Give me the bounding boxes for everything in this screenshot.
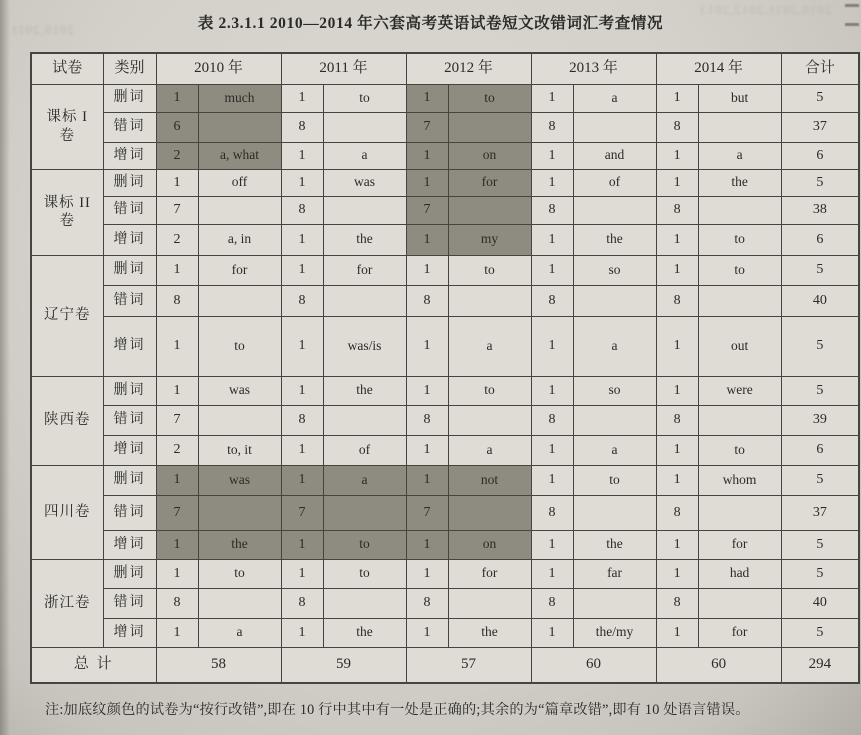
count-cell: 8 [531,495,573,530]
count-cell: 1 [281,559,323,588]
count-cell: 1 [531,142,573,169]
table-footnote: 注:加底纹颜色的试卷为“按行改错”,即在 10 行中其中有一处是正确的;其余的为“篇章改错”,即有 10 处语言错误。 [45,702,750,718]
word-cell: a [448,316,531,376]
word-cell [698,285,781,316]
word-cell [323,405,406,435]
row-total-cell: 5 [781,316,859,376]
row-total-cell: 38 [781,196,859,224]
count-cell: 1 [156,465,198,495]
count-cell: 8 [406,405,448,435]
table-caption: 表 2.3.1.1 2010—2014 年六套高考英语试卷短文改错词汇考查情况 [197,15,664,32]
word-cell [448,285,531,316]
count-cell: 1 [406,142,448,169]
count-cell: 1 [281,224,323,255]
table-row [31,112,859,142]
category-cell: 增词 [103,316,156,376]
word-cell [198,588,281,618]
count-cell: 1 [656,376,698,405]
category-cell: 删词 [103,169,156,196]
word-cell: a [323,465,406,495]
word-cell: out [698,316,781,376]
word-cell: of [323,435,406,465]
count-cell: 8 [656,112,698,142]
count-cell: 7 [156,196,198,224]
word-cell [323,495,406,530]
table-row [31,495,859,530]
col-header-2013: 2013 年 [531,53,656,84]
word-cell: to [448,84,531,112]
category-cell: 删词 [103,376,156,405]
word-cell [698,112,781,142]
word-cell: a [573,316,656,376]
count-cell: 8 [531,588,573,618]
count-cell: 1 [406,618,448,647]
page-bleed-through-text: 2010,2011. [6,22,75,37]
category-cell: 删词 [103,84,156,112]
count-cell: 8 [531,285,573,316]
count-cell: 7 [406,495,448,530]
word-cell: so [573,376,656,405]
count-cell: 1 [531,255,573,285]
word-cell: was/is [323,316,406,376]
count-cell: 8 [656,588,698,618]
count-cell: 8 [531,405,573,435]
count-cell: 1 [406,435,448,465]
count-cell: 1 [281,465,323,495]
count-cell: 7 [406,112,448,142]
word-cell [698,588,781,618]
row-total-cell: 5 [781,465,859,495]
word-cell [198,405,281,435]
word-cell: a [323,142,406,169]
col-header-total: 合计 [781,53,859,84]
count-cell: 1 [656,618,698,647]
count-cell: 1 [406,530,448,559]
count-cell: 1 [531,224,573,255]
table-row [31,376,859,405]
row-total-cell: 37 [781,112,859,142]
word-cell: the/my [573,618,656,647]
count-cell: 1 [156,618,198,647]
year-total-cell: 60 [531,647,656,683]
word-cell: to [698,435,781,465]
row-total-cell: 5 [781,530,859,559]
count-cell: 7 [281,495,323,530]
year-total-cell: 59 [281,647,406,683]
count-cell: 1 [281,169,323,196]
count-cell: 1 [531,316,573,376]
count-cell: 1 [531,530,573,559]
word-cell: a [573,84,656,112]
word-cell: to [198,559,281,588]
word-cell [448,405,531,435]
count-cell: 2 [156,142,198,169]
col-header-paper: 试卷 [31,53,103,84]
table-row [31,465,859,495]
category-cell: 错词 [103,405,156,435]
count-cell: 1 [156,316,198,376]
count-cell: 1 [406,559,448,588]
paper-name-cell: 陕西卷 [31,376,103,465]
word-cell: for [698,618,781,647]
table-row [31,84,859,112]
paper-name-cell: 课标 II 卷 [31,169,103,255]
word-cell: and [573,142,656,169]
row-total-cell: 5 [781,618,859,647]
count-cell: 8 [281,196,323,224]
word-cell [573,112,656,142]
count-cell: 1 [281,316,323,376]
row-total-cell: 40 [781,588,859,618]
word-cell: a [698,142,781,169]
col-header-category: 类别 [103,53,156,84]
word-cell: was [198,376,281,405]
count-cell: 1 [281,142,323,169]
category-cell: 增词 [103,224,156,255]
count-cell: 8 [281,285,323,316]
word-cell: to [323,559,406,588]
word-cell: to [698,224,781,255]
count-cell: 1 [656,559,698,588]
word-cell: whom [698,465,781,495]
word-cell: the [198,530,281,559]
word-cell: much [198,84,281,112]
count-cell: 7 [406,196,448,224]
count-cell: 1 [531,376,573,405]
count-cell: 7 [156,495,198,530]
word-cell [573,285,656,316]
table-row [31,559,859,588]
count-cell: 1 [156,169,198,196]
row-total-cell: 39 [781,405,859,435]
word-cell: so [573,255,656,285]
col-header-2010: 2010 年 [156,53,281,84]
category-cell: 增词 [103,435,156,465]
count-cell: 1 [406,224,448,255]
header-row [31,53,859,84]
count-cell: 1 [531,559,573,588]
count-cell: 2 [156,224,198,255]
category-cell: 错词 [103,285,156,316]
table-row [31,435,859,465]
word-cell: the [323,224,406,255]
count-cell: 1 [156,255,198,285]
year-total-cell: 60 [656,647,781,683]
word-cell: were [698,376,781,405]
word-cell: a [573,435,656,465]
word-cell: off [198,169,281,196]
count-cell: 1 [656,435,698,465]
word-cell [698,196,781,224]
row-total-cell: 6 [781,435,859,465]
table-row [31,169,859,196]
table-row [31,316,859,376]
category-cell: 增词 [103,530,156,559]
word-cell: not [448,465,531,495]
word-cell: to [198,316,281,376]
word-cell: the [448,618,531,647]
count-cell: 8 [656,285,698,316]
count-cell: 8 [156,285,198,316]
count-cell: 8 [406,285,448,316]
count-cell: 1 [406,376,448,405]
category-cell: 错词 [103,588,156,618]
word-cell: for [323,255,406,285]
table-row [31,530,859,559]
grand-total-label: 总 计 [31,647,156,683]
count-cell: 1 [406,465,448,495]
word-cell: my [448,224,531,255]
word-cell: to, it [198,435,281,465]
word-cell: to [448,255,531,285]
table-row [31,618,859,647]
category-cell: 错词 [103,495,156,530]
count-cell: 1 [281,618,323,647]
count-cell: 8 [531,196,573,224]
word-cell: had [698,559,781,588]
word-cell: was [323,169,406,196]
count-cell: 1 [406,316,448,376]
count-cell: 1 [281,255,323,285]
count-cell: 1 [156,84,198,112]
word-cell: for [198,255,281,285]
word-cell: to [573,465,656,495]
grand-total-row [31,647,859,683]
word-cell [198,285,281,316]
word-cell [323,588,406,618]
year-total-cell: 58 [156,647,281,683]
word-cell: for [448,559,531,588]
count-cell: 2 [156,435,198,465]
category-cell: 删词 [103,465,156,495]
word-cell [448,495,531,530]
count-cell: 8 [281,588,323,618]
count-cell: 1 [281,84,323,112]
count-cell: 1 [656,224,698,255]
count-cell: 1 [531,84,573,112]
page-bleed-through-text: 2010,2011,2012,2013 [698,2,831,17]
word-cell: on [448,530,531,559]
word-cell [573,196,656,224]
word-cell: but [698,84,781,112]
count-cell: 8 [656,495,698,530]
word-cell: on [448,142,531,169]
word-cell: was [198,465,281,495]
count-cell: 1 [656,169,698,196]
paper-name-cell: 课标 I 卷 [31,84,103,169]
count-cell: 8 [656,196,698,224]
word-cell [323,196,406,224]
word-cell: the [323,376,406,405]
word-cell [323,285,406,316]
paper-name-cell: 浙江卷 [31,559,103,647]
category-cell: 增词 [103,618,156,647]
word-cell: a, in [198,224,281,255]
category-cell: 删词 [103,559,156,588]
count-cell: 8 [406,588,448,618]
count-cell: 8 [156,588,198,618]
count-cell: 1 [281,530,323,559]
word-cell [573,588,656,618]
count-cell: 1 [656,465,698,495]
count-cell: 1 [156,559,198,588]
category-cell: 增词 [103,142,156,169]
paper-name-cell: 四川卷 [31,465,103,559]
count-cell: 1 [156,530,198,559]
word-cell: a [198,618,281,647]
count-cell: 1 [656,142,698,169]
table-row [31,196,859,224]
grand-total-cell: 294 [781,647,859,683]
count-cell: 1 [531,169,573,196]
row-total-cell: 5 [781,169,859,196]
row-total-cell: 6 [781,224,859,255]
count-cell: 1 [656,84,698,112]
count-cell: 8 [281,405,323,435]
row-total-cell: 5 [781,255,859,285]
word-cell: to [448,376,531,405]
word-cell: the [573,530,656,559]
count-cell: 8 [531,112,573,142]
row-total-cell: 40 [781,285,859,316]
word-cell [448,588,531,618]
word-cell [198,495,281,530]
word-cell [448,112,531,142]
word-cell [448,196,531,224]
word-cell [198,196,281,224]
category-cell: 删词 [103,255,156,285]
word-cell: to [698,255,781,285]
word-cell [698,495,781,530]
count-cell: 1 [156,376,198,405]
word-cell: the [323,618,406,647]
count-cell: 1 [656,316,698,376]
row-total-cell: 6 [781,142,859,169]
word-cell: to [323,84,406,112]
count-cell: 1 [531,435,573,465]
count-cell: 8 [281,112,323,142]
word-cell [573,405,656,435]
count-cell: 1 [406,84,448,112]
count-cell: 7 [156,405,198,435]
count-cell: 1 [281,435,323,465]
word-cell: of [573,169,656,196]
table-row [31,142,859,169]
year-total-cell: 57 [406,647,531,683]
word-cell [198,112,281,142]
word-cell [323,112,406,142]
row-total-cell: 5 [781,376,859,405]
word-cell: for [448,169,531,196]
table-row [31,588,859,618]
row-total-cell: 5 [781,84,859,112]
col-header-2011: 2011 年 [281,53,406,84]
count-cell: 6 [156,112,198,142]
count-cell: 1 [406,255,448,285]
col-header-2012: 2012 年 [406,53,531,84]
count-cell: 1 [656,255,698,285]
word-cell [698,405,781,435]
category-cell: 错词 [103,112,156,142]
count-cell: 1 [531,618,573,647]
count-cell: 1 [531,465,573,495]
table-row [31,405,859,435]
count-cell: 1 [656,530,698,559]
category-cell: 错词 [103,196,156,224]
word-cell: a, what [198,142,281,169]
col-header-2014: 2014 年 [656,53,781,84]
count-cell: 1 [281,376,323,405]
word-cell: the [573,224,656,255]
table-row [31,285,859,316]
table-row [31,224,859,255]
word-cell: to [323,530,406,559]
word-cell: for [698,530,781,559]
count-cell: 8 [656,405,698,435]
word-cell [573,495,656,530]
table-row [31,255,859,285]
paper-name-cell: 辽宁卷 [31,255,103,376]
row-total-cell: 5 [781,559,859,588]
error-correction-vocab-table [30,52,860,684]
word-cell: far [573,559,656,588]
word-cell: a [448,435,531,465]
word-cell: the [698,169,781,196]
row-total-cell: 37 [781,495,859,530]
count-cell: 1 [406,169,448,196]
